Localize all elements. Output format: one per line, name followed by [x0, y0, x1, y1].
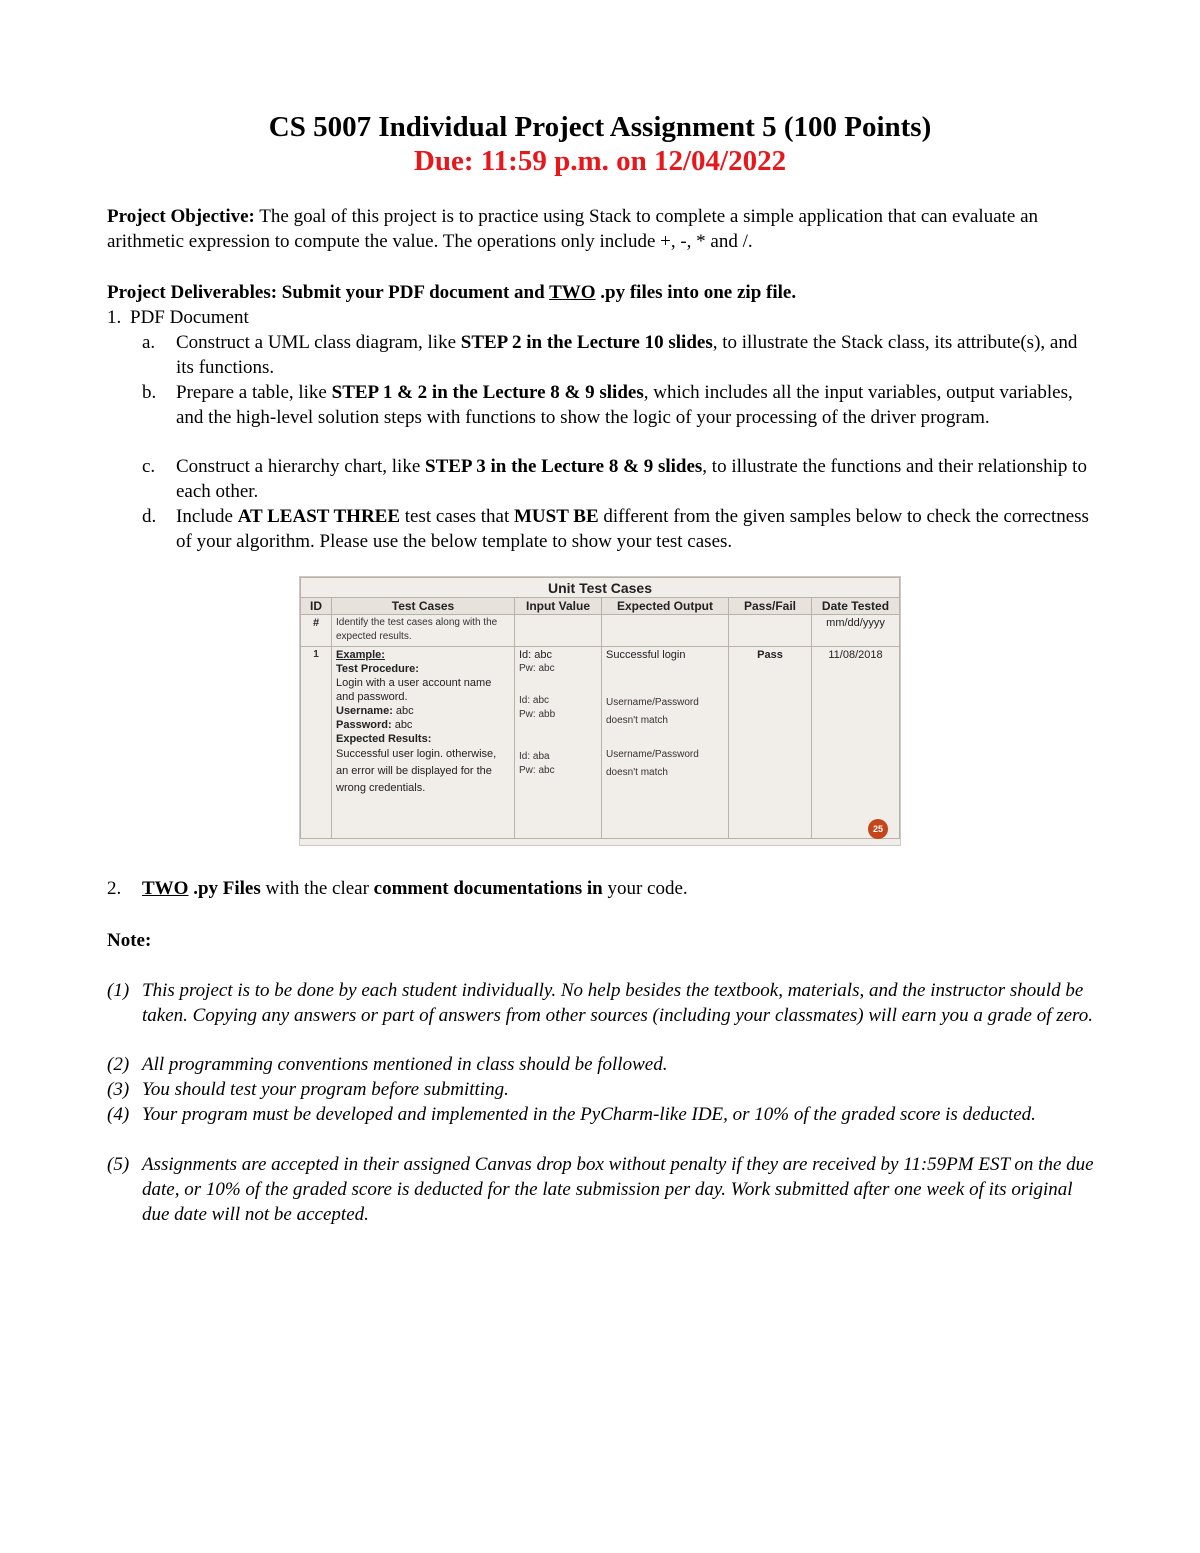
- sub-b-post: , which includes all the input variables, output variables, and the high-level solution steps with functions to show the logic of your processing of the driver program.: [176, 382, 1073, 428]
- unit-test-cases-table: [300, 577, 900, 839]
- password-label: Password:: [336, 719, 392, 731]
- header-expected-output: Expected Output: [602, 598, 729, 615]
- sub-b-bold: STEP 1 & 2 in the Lecture 8 & 9 slides: [331, 382, 644, 403]
- password-line: [336, 718, 510, 732]
- item2-post: your code.: [602, 878, 688, 899]
- cell-desc: Identify the test cases along with the expected results.: [332, 615, 515, 647]
- note-heading: Note:: [107, 930, 152, 951]
- input-line: Id: aba: [519, 751, 550, 762]
- deliverables-label-suffix: .py files into one zip file.: [595, 282, 797, 303]
- procedure-label: Test Procedure:: [336, 663, 419, 675]
- deliverables-label-two: TWO: [549, 282, 596, 303]
- example-label: Example:: [336, 649, 385, 661]
- note-text: This project is to be done by each student individually. No help besides the textbook, materials, and the instructor should be taken. Copying any answers or part of answers from other sources (including your classmates) will earn you a grade of zero.: [142, 980, 1093, 1026]
- sub-c-pre: Construct a hierarchy chart, like: [176, 456, 426, 477]
- table-row: [301, 615, 900, 647]
- cell-input: [515, 615, 602, 647]
- expected-results-label: Expected Results:: [336, 733, 432, 745]
- item2-in: in: [582, 878, 603, 899]
- cell-date: mm/dd/yyyy: [812, 615, 900, 647]
- header-input-value: Input Value: [515, 598, 602, 615]
- header-id: ID: [301, 598, 332, 615]
- note-number: (5): [107, 1154, 130, 1175]
- sub-d-bold1: AT LEAST THREE: [237, 506, 401, 527]
- table-title: Unit Test Cases: [301, 578, 900, 598]
- sub-a-pre: Construct a UML class diagram, like: [176, 332, 461, 353]
- deliverables-heading: [107, 280, 1097, 305]
- cell-result: Pass: [729, 647, 812, 839]
- cell-desc: [332, 647, 515, 839]
- output-line: Successful login: [606, 649, 686, 661]
- item-text: [142, 876, 1064, 901]
- note-number: (2): [107, 1054, 130, 1075]
- username-label: Username:: [336, 705, 393, 717]
- item2-bold2: comment documentations: [373, 878, 583, 899]
- cell-date: 11/08/2018: [812, 647, 900, 839]
- note-text: All programming conventions mentioned in class should be followed.: [142, 1054, 668, 1075]
- procedure-text: Login with a user account name and password.: [336, 677, 492, 703]
- output-line: Username/Password doesn't match: [606, 697, 699, 726]
- item-text: PDF Document: [130, 307, 249, 328]
- sub-item-letter: b.: [142, 382, 157, 403]
- note-number: (1): [107, 980, 130, 1001]
- item2-two: TWO: [142, 878, 189, 899]
- objective-text: The goal of this project is to practice using Stack to complete a simple application that can evaluate an arithmetic expression to compute the value. The operations only include +, -, * and /.: [107, 206, 1039, 252]
- table-row: [301, 647, 900, 839]
- cell-result: [729, 615, 812, 647]
- item-number: 2.: [107, 878, 122, 899]
- sub-item-letter: d.: [142, 506, 157, 527]
- header-test-cases: Test Cases: [332, 598, 515, 615]
- sub-d-mid: test cases that: [400, 506, 514, 527]
- due-date: Due: 11:59 p.m. on 12/04/2022: [413, 145, 787, 177]
- input-line: Id: abc: [519, 649, 553, 661]
- sub-item-text: [176, 454, 1098, 504]
- sub-a-bold: STEP 2 in the Lecture 10 slides: [460, 332, 713, 353]
- objective-label: Project Objective:: [107, 206, 255, 227]
- cell-input: [515, 647, 602, 839]
- sub-item-text: [176, 380, 1098, 430]
- note-number: (3): [107, 1079, 130, 1100]
- deliverables-label-prefix: Project Deliverables: Submit your PDF document and: [107, 282, 550, 303]
- note-text: Assignments are accepted in their assigned Canvas drop box without penalty if they are received by 11:59PM EST on the due date, or 10% of the graded score is deducted for the late submission per day. Work submitted after one week of its original due date will not be accepted.: [142, 1154, 1094, 1225]
- sub-item-letter: c.: [142, 456, 156, 477]
- slide-number-badge: 25: [868, 819, 888, 839]
- sub-d-post: different from the given samples below to check the correctness of your algorithm. Please use the below template to show your test cases.: [176, 506, 1089, 552]
- input-line: Pw: abc: [519, 663, 555, 674]
- cell-output: [602, 615, 729, 647]
- table-header-row: [301, 598, 900, 615]
- username-line: [336, 704, 510, 718]
- cell-id: #: [301, 615, 332, 647]
- cell-output: [602, 647, 729, 839]
- password-value: abc: [391, 719, 413, 731]
- item-number: 1.: [107, 307, 122, 328]
- item2-mid: with the clear: [260, 878, 374, 899]
- sub-a-post: , to illustrate the Stack class, its attribute(s), and its functions.: [176, 332, 1078, 378]
- header-date-tested: Date Tested: [812, 598, 900, 615]
- expected-results-text: Successful user login. otherwise, an error will be displayed for the wrong credentials.: [336, 748, 497, 794]
- sub-d-pre: Include: [176, 506, 238, 527]
- output-line: Username/Password doesn't match: [606, 749, 699, 778]
- note-text: You should test your program before submitting.: [142, 1079, 509, 1100]
- sub-c-bold: STEP 3 in the Lecture 8 & 9 slides: [425, 456, 703, 477]
- sub-d-bold2: MUST BE: [513, 506, 599, 527]
- unit-test-cases-image: [299, 576, 901, 846]
- sub-b-pre: Prepare a table, like: [176, 382, 332, 403]
- input-line: Id: abc: [519, 695, 550, 706]
- sub-item-text: [176, 504, 1098, 554]
- note-text: Your program must be developed and implemented in the PyCharm-like IDE, or 10% of the graded score is deducted.: [142, 1104, 1036, 1125]
- sub-item-letter: a.: [142, 332, 156, 353]
- page-title: CS 5007 Individual Project Assignment 5 (100 Points): [268, 111, 932, 143]
- input-line: Pw: abc: [519, 765, 555, 776]
- cell-id: 1: [301, 647, 332, 839]
- header-pass-fail: Pass/Fail: [729, 598, 812, 615]
- item2-bold: .py Files: [188, 878, 261, 899]
- username-value: abc: [392, 705, 414, 717]
- project-objective: [107, 204, 1097, 254]
- note-number: (4): [107, 1104, 130, 1125]
- sub-item-text: [176, 330, 1098, 380]
- input-line: Pw: abb: [519, 709, 556, 720]
- sub-c-post: , to illustrate the functions and their relationship to each other.: [176, 456, 1087, 502]
